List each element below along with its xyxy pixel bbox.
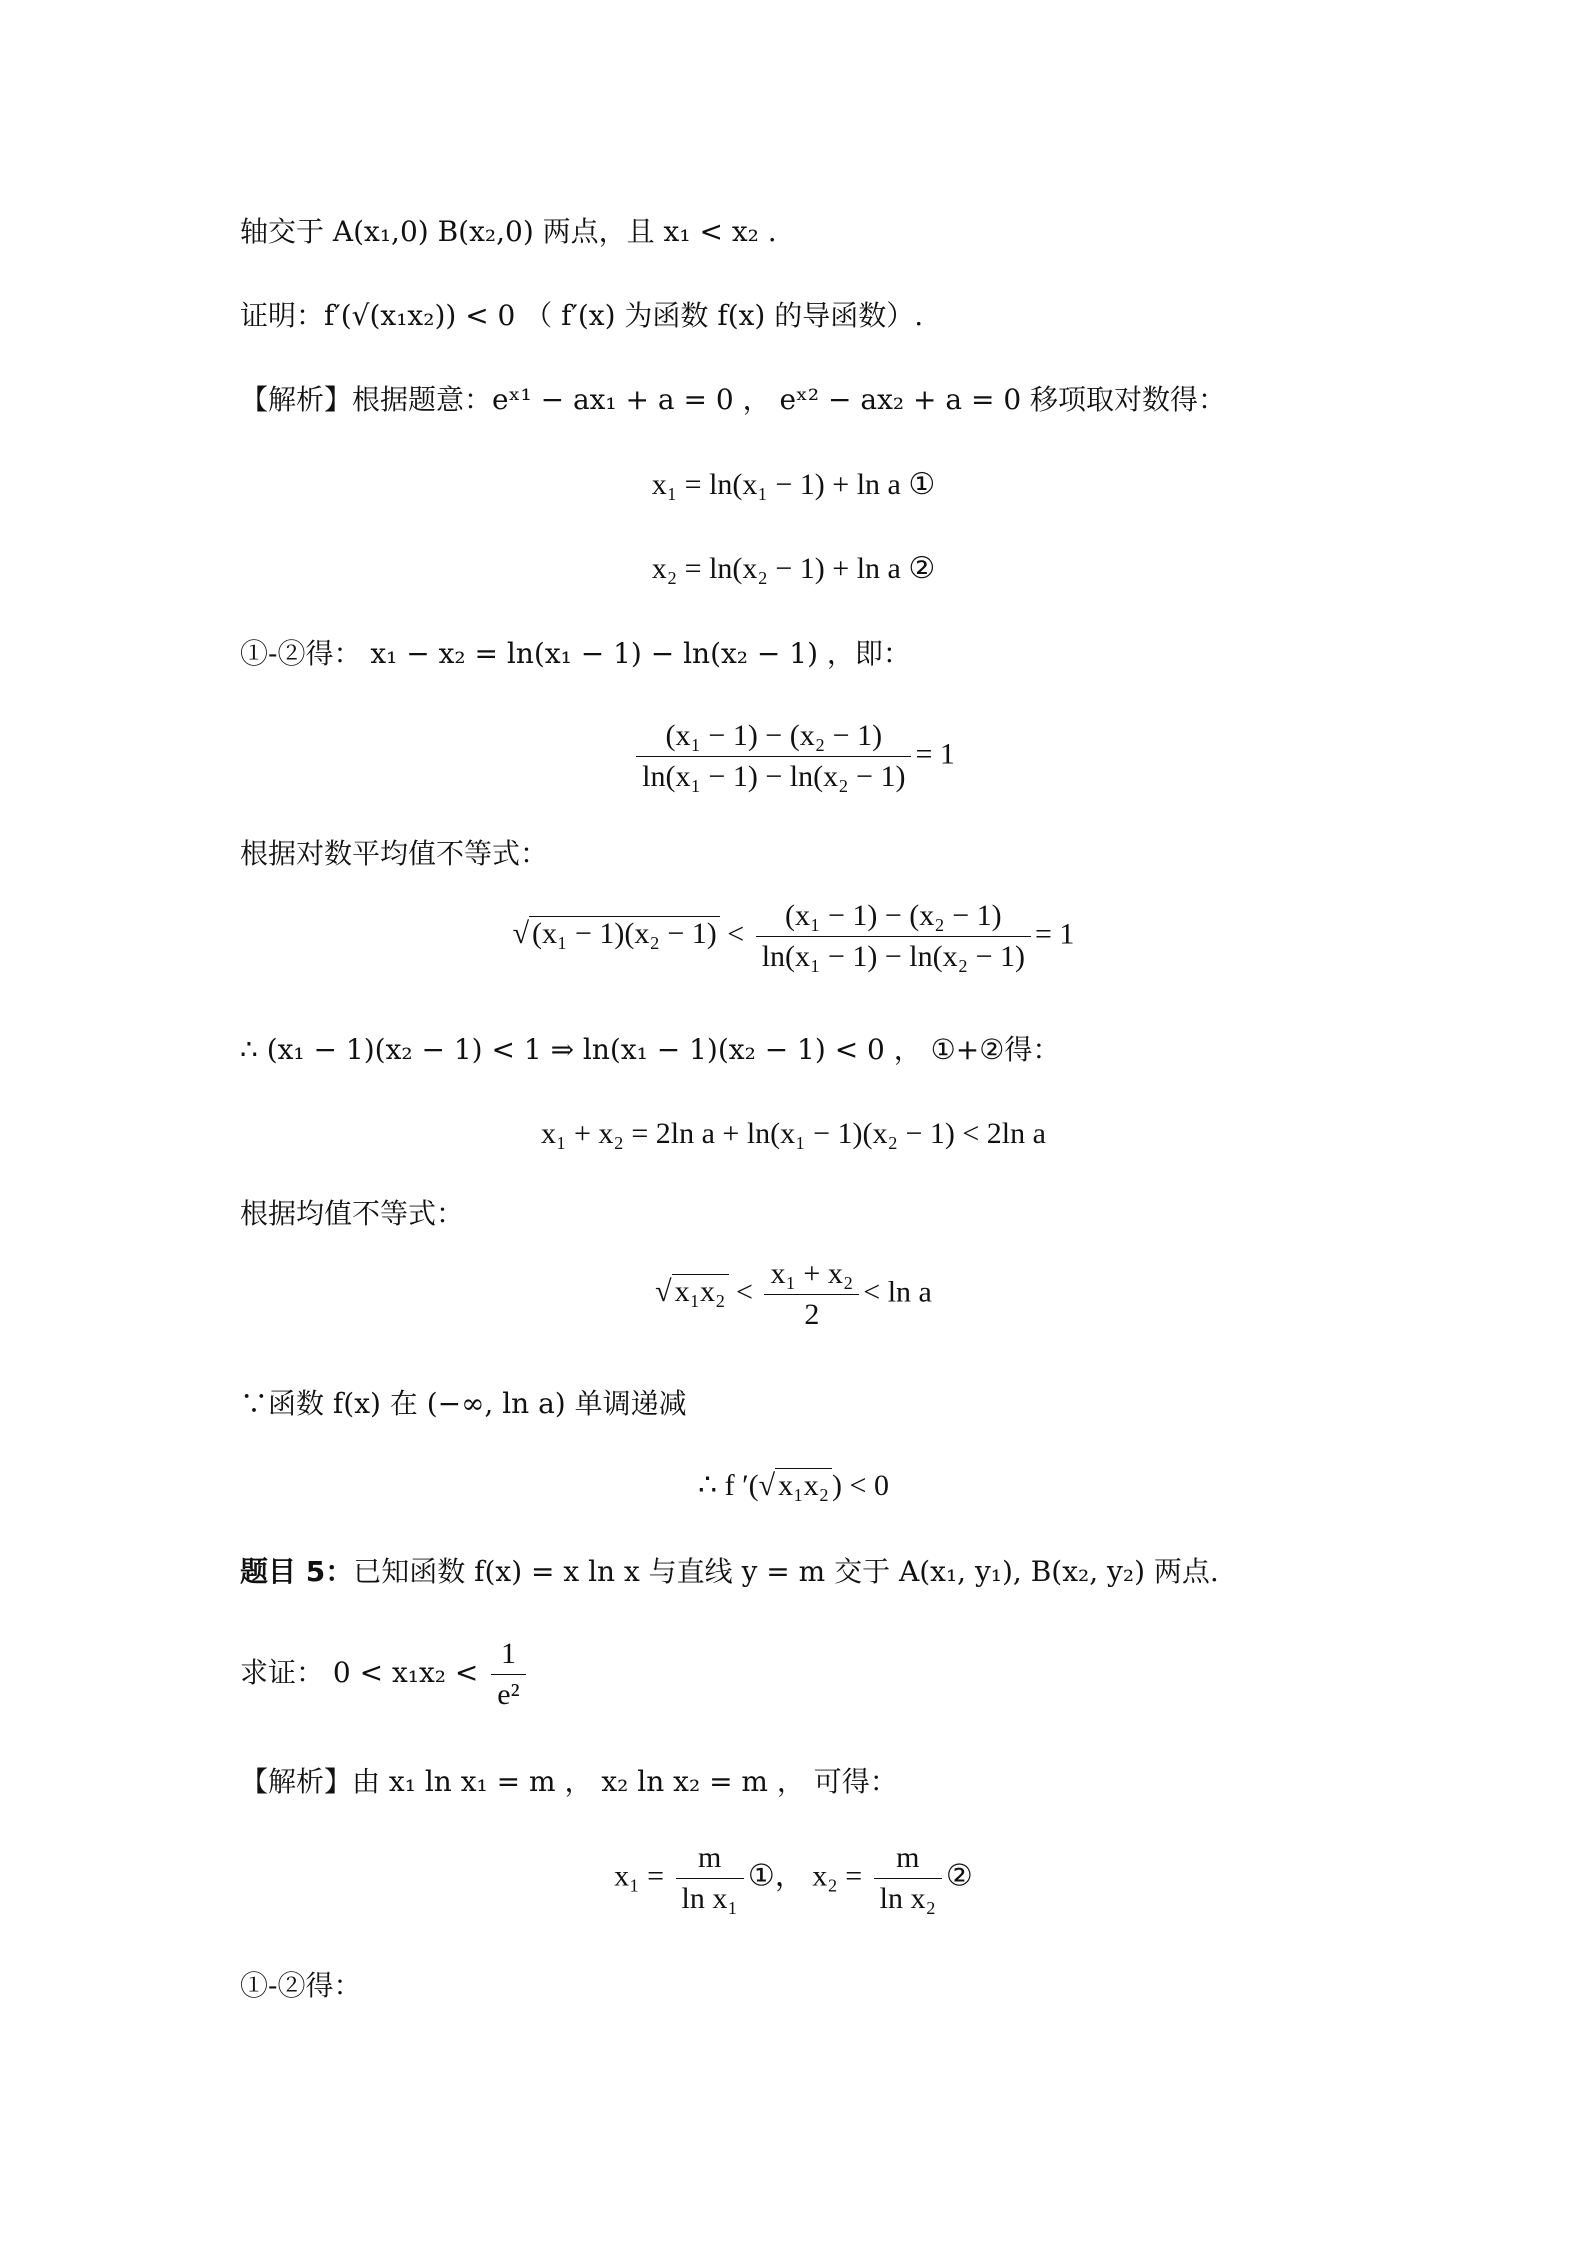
- conclusion: [0, 1466, 1587, 1506]
- analysis-text: 由 x₁ ln x₁ = m ， x₂ ln x₂ = m ， 可得：: [352, 1765, 898, 1798]
- eq4-end: ②: [945, 1859, 973, 1893]
- line-intersection: [240, 212, 777, 252]
- conclusion-suffix: ) < 0: [832, 1469, 889, 1502]
- line-subtract-2: [240, 1966, 361, 2006]
- sqrt-radicand: (x₁ − 1)(x₂ − 1): [529, 916, 720, 950]
- sqrt-radicand: x₁x₂: [672, 1274, 729, 1308]
- sqrt-expression: √ x₁x₂: [759, 1466, 832, 1506]
- sqrt-expression: √ x₁x₂: [655, 1275, 728, 1309]
- text-log-mean: 根据对数平均值不等式：: [240, 837, 549, 870]
- sqrt-radicand: x₁x₂: [775, 1468, 832, 1502]
- fraction-numerator: m: [676, 1840, 744, 1879]
- less-than: <: [727, 917, 745, 951]
- fraction-denominator: ln(x₁ − 1) − ln(x₂ − 1): [761, 940, 1025, 973]
- fraction-rhs: = 1: [915, 737, 955, 771]
- fraction-numerator: (x₁ − 1) − (x₂ − 1): [756, 898, 1031, 937]
- line-prove: [240, 296, 923, 336]
- fraction-numerator: x₁ + x₂: [764, 1256, 859, 1295]
- mean-inequality: [0, 1256, 1587, 1333]
- fraction: [491, 1636, 525, 1713]
- sqrt-expression: √ (x₁ − 1)(x₂ − 1): [513, 917, 720, 951]
- equation-4: [0, 1840, 1587, 1917]
- line-because: [240, 1384, 687, 1424]
- line-analysis-2: [240, 1762, 898, 1802]
- problem-5-heading: [240, 1552, 1219, 1592]
- text-therefore-1: ∴ (x₁ − 1)(x₂ − 1) < 1 ⇒ ln(x₁ − 1)(x₂ − 1) < 0 ， ①+②得：: [240, 1033, 1061, 1066]
- line-mean: [240, 1194, 464, 1234]
- fraction-denominator: 2: [804, 1298, 820, 1331]
- prove-2-text: 求证： 0 < x₁x₂ <: [240, 1656, 479, 1689]
- line-analysis-1: [240, 380, 1226, 420]
- inequality-rhs: = 1: [1035, 917, 1075, 951]
- equation-1-text: x₁ = ln(x₁ − 1) + ln a ①: [651, 468, 936, 501]
- text-subtract: ①-②得： x₁ − x₂ = ln(x₁ − 1) − ln(x₂ − 1) ，即：: [240, 637, 911, 670]
- equation-3-text: x₁ + x₂ = 2ln a + ln(x₁ − 1)(x₂ − 1) < 2ln a: [541, 1117, 1046, 1150]
- analysis-label: 【解析】: [240, 1765, 353, 1798]
- analysis-text: 根据题意：eˣ¹ − ax₁ + a = 0 ， eˣ² − ax₂ + a = 0 移项取对数得：: [352, 383, 1227, 416]
- eq4-mid: ①， x₂ =: [747, 1859, 863, 1893]
- less-than: <: [736, 1275, 753, 1309]
- equation-3: [0, 1114, 1587, 1154]
- problem-5-text: 已知函数 f(x) = x ln x 与直线 y = m 交于 A(x₁, y₁), B(x₂, y₂) 两点.: [353, 1555, 1219, 1588]
- text-prove: 证明：f′(√(x₁x₂)) < 0 （ f′(x) 为函数 f(x) 的导函数）.: [240, 299, 924, 332]
- fraction-denominator: ln(x₁ − 1) − ln(x₂ − 1): [642, 760, 906, 793]
- fraction: [764, 1256, 859, 1333]
- fraction-numerator: (x₁ − 1) − (x₂ − 1): [636, 718, 911, 757]
- equation-2-text: x₂ = ln(x₂ − 1) + ln a ②: [651, 552, 936, 585]
- inequality-rhs: < ln a: [863, 1275, 932, 1309]
- line-prove-2: [240, 1636, 530, 1713]
- line-therefore-1: [240, 1030, 1060, 1070]
- fraction: [636, 718, 911, 795]
- fraction-numerator: 1: [491, 1636, 525, 1675]
- conclusion-prefix: ∴ f ′(: [698, 1469, 759, 1502]
- text-subtract-2: ①-②得：: [240, 1969, 362, 2002]
- fraction-equation: [0, 718, 1587, 795]
- fraction: [756, 898, 1031, 975]
- fraction-denominator: ln x₂: [879, 1882, 936, 1915]
- log-mean-inequality: [0, 898, 1587, 975]
- equation-1: [0, 465, 1587, 505]
- text-mean: 根据均值不等式：: [240, 1197, 465, 1230]
- line-log-mean: [240, 834, 548, 874]
- fraction-denominator: e²: [497, 1678, 520, 1711]
- fraction-numerator: m: [874, 1840, 942, 1879]
- equation-2: [0, 549, 1587, 589]
- eq4-lhs: x₁ =: [614, 1859, 665, 1893]
- text-intersection: 轴交于 A(x₁,0) B(x₂,0) 两点，且 x₁ < x₂ .: [240, 215, 777, 248]
- fraction: [676, 1840, 744, 1917]
- analysis-label: 【解析】: [240, 383, 353, 416]
- fraction: [874, 1840, 942, 1917]
- fraction-denominator: ln x₁: [681, 1882, 738, 1915]
- text-because: ∵函数 f(x) 在 (−∞, ln a) 单调递减: [240, 1387, 687, 1420]
- line-subtract: [240, 634, 911, 674]
- problem-5-label: 题目 5：: [240, 1555, 354, 1588]
